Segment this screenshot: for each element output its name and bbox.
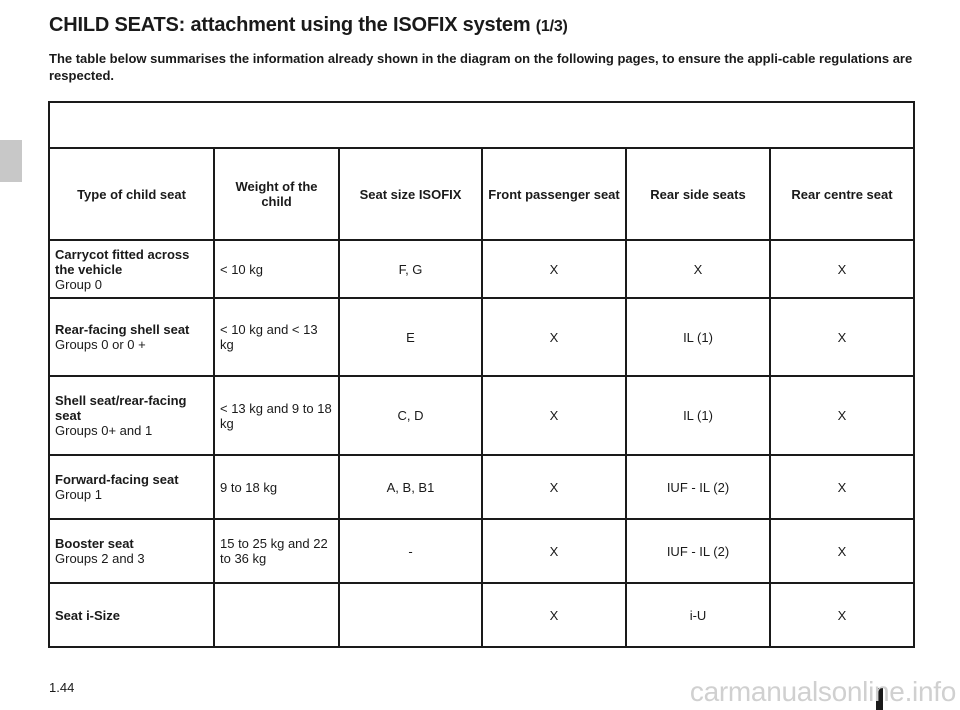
table-row bbox=[49, 376, 914, 455]
weight-cell bbox=[214, 583, 339, 647]
header-rear-side: Rear side seats bbox=[626, 148, 770, 240]
type-cell bbox=[49, 455, 214, 519]
rear-side-cell: IL (1) bbox=[626, 376, 770, 455]
page-number: 1.44 bbox=[49, 680, 75, 695]
size-cell: A, B, B1 bbox=[339, 455, 482, 519]
seat-group: Groups 0 or 0 + bbox=[55, 337, 146, 352]
seat-group: Groups 0+ and 1 bbox=[55, 423, 153, 438]
header-rear-centre: Rear centre seat bbox=[770, 148, 914, 240]
header-weight: Weight of the child bbox=[214, 148, 339, 240]
table-row bbox=[49, 240, 914, 298]
weight-cell: 9 to 18 kg bbox=[214, 455, 339, 519]
intro-text: The table below summarises the information already shown in the diagram on the following pages, to ensure the appli-cable regulations are respected. bbox=[49, 51, 913, 83]
seat-type-name: Rear-facing shell seat bbox=[55, 322, 190, 337]
watermark-text: carmanualsonline.info bbox=[689, 676, 956, 707]
table-row bbox=[49, 519, 914, 583]
front-cell: X bbox=[482, 455, 626, 519]
table-blank-row bbox=[49, 102, 914, 148]
page-title: CHILD SEATS: attachment using the ISOFIX system (1/3) bbox=[49, 14, 568, 36]
weight-cell: < 13 kg and 9 to 18 kg bbox=[214, 376, 339, 455]
seat-type-name: Seat i-Size bbox=[55, 607, 121, 623]
type-cell bbox=[49, 298, 214, 376]
table-row bbox=[49, 583, 914, 647]
header-type: Type of child seat bbox=[49, 148, 214, 240]
rear-side-cell: IUF - IL (2) bbox=[626, 455, 770, 519]
rear-centre-cell: X bbox=[770, 455, 914, 519]
type-cell bbox=[49, 519, 214, 583]
side-tab-marker bbox=[0, 140, 22, 182]
type-cell bbox=[49, 376, 214, 455]
front-cell: X bbox=[482, 519, 626, 583]
type-cell bbox=[49, 240, 214, 298]
seat-type-name: Forward-facing seat bbox=[55, 472, 179, 487]
size-cell: C, D bbox=[339, 376, 482, 455]
size-cell bbox=[339, 583, 482, 647]
size-cell: - bbox=[339, 519, 482, 583]
type-cell bbox=[49, 583, 214, 647]
seat-group: Group 1 bbox=[55, 487, 102, 502]
table-row bbox=[49, 455, 914, 519]
front-cell: X bbox=[482, 240, 626, 298]
isofix-table bbox=[48, 101, 915, 648]
rear-centre-cell: X bbox=[770, 240, 914, 298]
rear-centre-cell: X bbox=[770, 298, 914, 376]
front-cell: X bbox=[482, 376, 626, 455]
seat-type-name: Carrycot fitted across the vehicle bbox=[55, 246, 190, 277]
header-seat-size: Seat size ISOFIX bbox=[339, 148, 482, 240]
weight-cell: < 10 kg and < 13 kg bbox=[214, 298, 339, 376]
front-cell: X bbox=[482, 298, 626, 376]
seat-group: Group 0 bbox=[55, 276, 102, 292]
rear-side-cell: IUF - IL (2) bbox=[626, 519, 770, 583]
size-cell: E bbox=[339, 298, 482, 376]
seat-type-name: Shell seat/rear-facing seat bbox=[55, 393, 187, 423]
seat-group: Groups 2 and 3 bbox=[55, 551, 145, 566]
header-front-passenger: Front passenger seat bbox=[482, 148, 626, 240]
front-cell: X bbox=[482, 583, 626, 647]
seat-type-name: Booster seat bbox=[55, 536, 134, 551]
rear-side-cell: X bbox=[626, 240, 770, 298]
rear-centre-cell: X bbox=[770, 376, 914, 455]
table-header-row bbox=[49, 148, 914, 240]
table-row bbox=[49, 298, 914, 376]
weight-cell: < 10 kg bbox=[214, 240, 339, 298]
weight-cell: 15 to 25 kg and 22 to 36 kg bbox=[214, 519, 339, 583]
page-title-part: (1/3) bbox=[535, 18, 568, 35]
rear-centre-cell: X bbox=[770, 519, 914, 583]
rear-side-cell: i-U bbox=[626, 583, 770, 647]
size-cell: F, G bbox=[339, 240, 482, 298]
rear-centre-cell: X bbox=[770, 583, 914, 647]
rear-side-cell: IL (1) bbox=[626, 298, 770, 376]
